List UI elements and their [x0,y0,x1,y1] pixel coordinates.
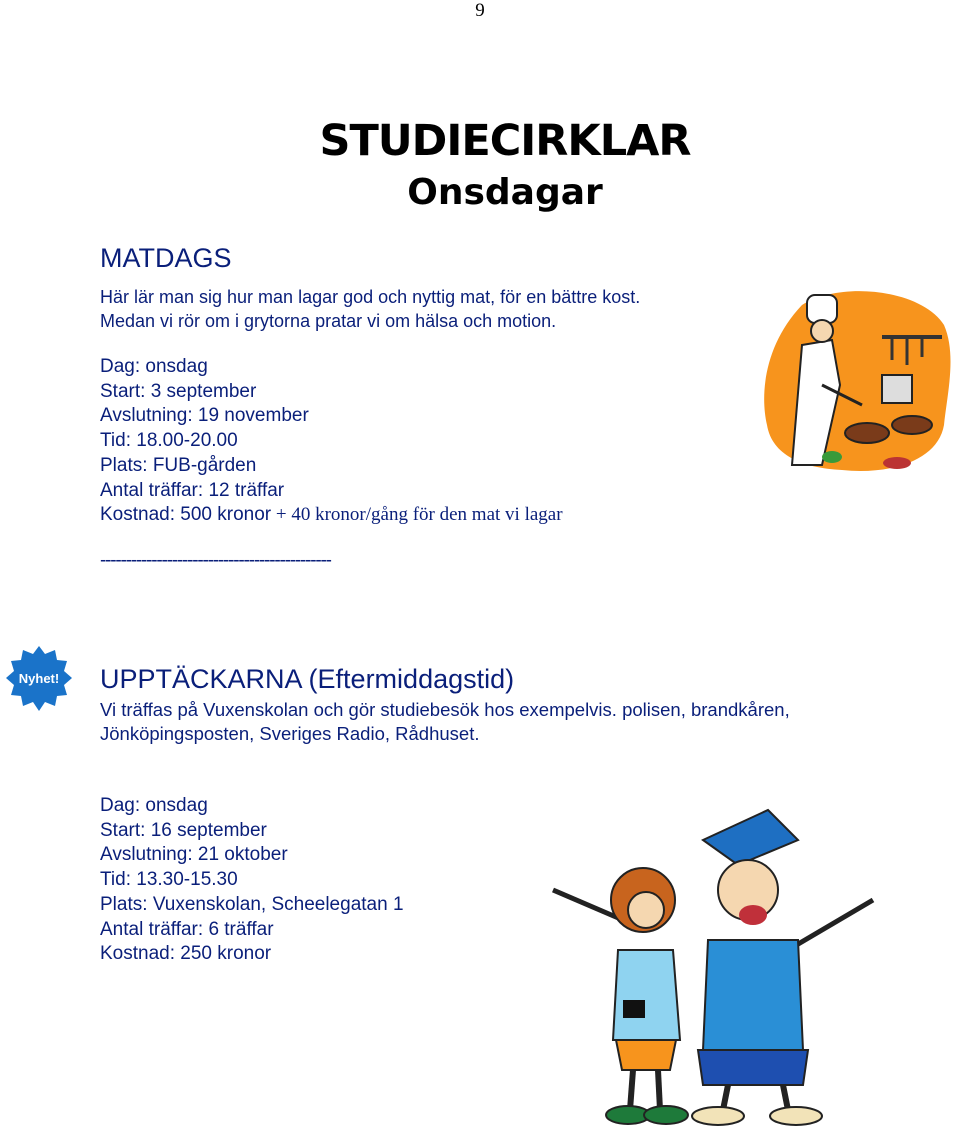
start-label: Start: [100,819,146,841]
plats-label: Plats: [100,893,148,915]
nyhet-badge-label: Nyhet! [18,671,60,686]
chef-illustration [762,285,952,475]
kostnad-extra: + 40 kronor/gång för den mat vi lagar [271,504,563,526]
dag-value: onsdag [145,795,208,816]
page-number: 9 [475,0,485,21]
upptackarna-details [100,794,404,967]
section-divider: --------------------------------------------- [100,550,331,571]
dag-label: Dag: [100,356,141,377]
page-subtitle: Onsdagar [407,172,603,213]
dag-value: onsdag [145,356,208,377]
upptackarna-description-line: Jönköpingsposten, Sveriges Radio, Rådhuset. [100,723,480,744]
upptackarna-description [100,698,910,746]
tid-value: 18.00-20.00 [136,430,238,452]
tid-value: 13.30-15.30 [136,869,238,891]
start-label: Start: [100,380,146,402]
tid-label: Tid: [100,869,131,891]
antal-label: Antal träffar: [100,479,204,501]
antal-value: 12 träffar [208,479,285,501]
antal-label: Antal träffar: [100,918,204,940]
matdags-heading: MATDAGS [100,243,232,273]
tid-label: Tid: [100,430,131,452]
nyhet-badge-icon [5,645,73,713]
antal-value: 6 träffar [208,918,274,940]
kostnad-label: Kostnad: [100,943,175,965]
matdags-description-line: Medan vi rör om i grytorna pratar vi om hälsa och motion. [100,311,557,331]
plats-value: Vuxenskolan, Scheelegatan 1 [152,893,404,915]
start-value: 16 september [150,819,267,841]
upptackarna-heading: UPPTÄCKARNA (Eftermiddagstid) [100,664,515,694]
page-title: STUDIECIRKLAR [319,116,691,166]
kostnad-value: 250 kronor [180,943,272,965]
avslutning-label: Avslutning: [100,844,193,866]
tourists-illustration [548,800,880,1130]
matdags-details [100,355,563,528]
plats-label: Plats: [100,454,148,476]
kostnad-label: Kostnad: [100,504,175,526]
matdags-description-line: Här lär man sig hur man lagar god och nyttig mat, för en bättre kost. [100,287,641,307]
plats-value: FUB-gården [152,454,257,476]
upptackarna-description-line: Vi träffas på Vuxenskolan och gör studiebesök hos exempelvis. polisen, brandkåren, [100,699,790,720]
avslutning-value: 21 oktober [197,844,288,866]
dag-label: Dag: [100,795,141,816]
avslutning-label: Avslutning: [100,405,193,427]
kostnad-value: 500 kronor [180,504,272,526]
start-value: 3 september [150,380,257,402]
avslutning-value: 19 november [197,405,309,427]
